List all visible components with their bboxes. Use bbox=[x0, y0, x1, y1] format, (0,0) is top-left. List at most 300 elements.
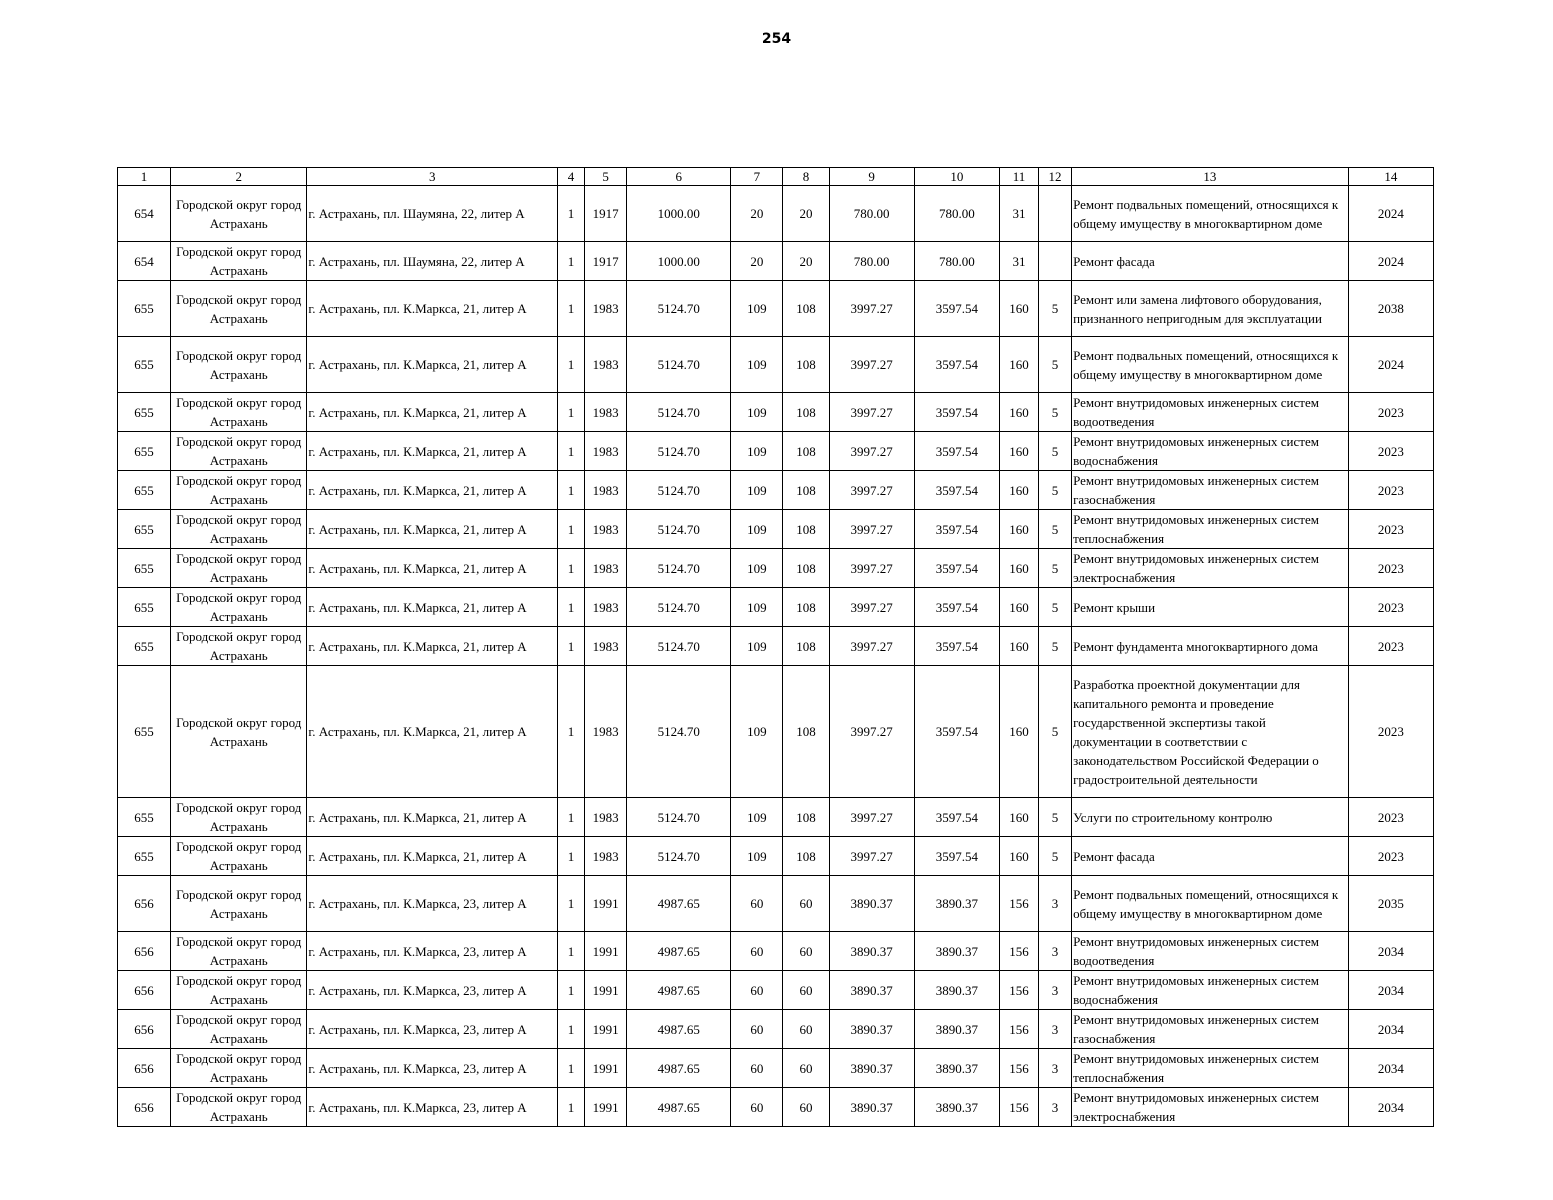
total-area: 5124.70 bbox=[627, 837, 731, 876]
work-type: Ремонт внутридомовых инженерных систем водоснабжения bbox=[1072, 971, 1349, 1010]
address: г. Астрахань, пл. К.Маркса, 21, литер А bbox=[307, 549, 558, 588]
total-area: 4987.65 bbox=[627, 876, 731, 932]
col-8-value: 108 bbox=[783, 666, 829, 798]
municipality: Городской округ город Астрахань bbox=[171, 432, 307, 471]
col-9-area: 3890.37 bbox=[829, 1088, 914, 1127]
year-built: 1991 bbox=[585, 932, 627, 971]
col-9-area: 3997.27 bbox=[829, 627, 914, 666]
municipality: Городской округ город Астрахань bbox=[171, 627, 307, 666]
total-area: 5124.70 bbox=[627, 281, 731, 337]
col-11-value: 160 bbox=[999, 666, 1038, 798]
col-12-value: 5 bbox=[1039, 837, 1072, 876]
col-8-value: 108 bbox=[783, 471, 829, 510]
address: г. Астрахань, пл. К.Маркса, 23, литер А bbox=[307, 1049, 558, 1088]
col-7-value: 109 bbox=[731, 837, 783, 876]
col-11-value: 160 bbox=[999, 393, 1038, 432]
col-12-value: 5 bbox=[1039, 588, 1072, 627]
col-10-area: 3890.37 bbox=[914, 1010, 999, 1049]
year-built: 1983 bbox=[585, 471, 627, 510]
address: г. Астрахань, пл. К.Маркса, 23, литер А bbox=[307, 876, 558, 932]
row-number: 656 bbox=[118, 1049, 171, 1088]
work-type: Ремонт внутридомовых инженерных систем теплоснабжения bbox=[1072, 510, 1349, 549]
table-row bbox=[118, 510, 1434, 549]
col-12-value: 5 bbox=[1039, 432, 1072, 471]
row-number: 656 bbox=[118, 1088, 171, 1127]
municipality: Городской округ город Астрахань bbox=[171, 588, 307, 627]
col-8-value: 20 bbox=[783, 186, 829, 242]
repair-schedule-table bbox=[117, 167, 1434, 1127]
address: г. Астрахань, пл. К.Маркса, 23, литер А bbox=[307, 1010, 558, 1049]
table-row bbox=[118, 337, 1434, 393]
work-type: Разработка проектной документации для капитального ремонта и проведение государственной экспертизы такой документации в соответствии с законодательством Российской Федерации о градостроительной деятельности bbox=[1072, 666, 1349, 798]
total-area: 5124.70 bbox=[627, 337, 731, 393]
table-row bbox=[118, 588, 1434, 627]
year-built: 1983 bbox=[585, 393, 627, 432]
col-10-area: 3597.54 bbox=[914, 666, 999, 798]
year-built: 1917 bbox=[585, 242, 627, 281]
col-7-value: 109 bbox=[731, 798, 783, 837]
total-area: 5124.70 bbox=[627, 588, 731, 627]
col-8-value: 20 bbox=[783, 242, 829, 281]
col-12-value: 5 bbox=[1039, 627, 1072, 666]
col-8-value: 60 bbox=[783, 1088, 829, 1127]
col-8-value: 60 bbox=[783, 1049, 829, 1088]
col-7-value: 60 bbox=[731, 876, 783, 932]
municipality: Городской округ город Астрахань bbox=[171, 510, 307, 549]
municipality: Городской округ город Астрахань bbox=[171, 1049, 307, 1088]
col-9-area: 3997.27 bbox=[829, 432, 914, 471]
col-11-value: 160 bbox=[999, 471, 1038, 510]
municipality: Городской округ город Астрахань bbox=[171, 1088, 307, 1127]
year-built: 1983 bbox=[585, 798, 627, 837]
work-type: Ремонт внутридомовых инженерных систем газоснабжения bbox=[1072, 471, 1349, 510]
work-type: Ремонт подвальных помещений, относящихся к общему имуществу в многоквартирном доме bbox=[1072, 337, 1349, 393]
col-9-area: 3997.27 bbox=[829, 837, 914, 876]
work-type: Ремонт внутридомовых инженерных систем водоснабжения bbox=[1072, 432, 1349, 471]
work-type: Ремонт или замена лифтового оборудования, признанного непригодным для эксплуатации bbox=[1072, 281, 1349, 337]
planned-year: 2024 bbox=[1348, 242, 1433, 281]
col-12-value: 3 bbox=[1039, 876, 1072, 932]
work-type: Услуги по строительному контролю bbox=[1072, 798, 1349, 837]
year-built: 1983 bbox=[585, 627, 627, 666]
col-7-value: 60 bbox=[731, 1010, 783, 1049]
address: г. Астрахань, пл. К.Маркса, 21, литер А bbox=[307, 393, 558, 432]
planned-year: 2023 bbox=[1348, 393, 1433, 432]
total-area: 5124.70 bbox=[627, 432, 731, 471]
municipality: Городской округ город Астрахань bbox=[171, 837, 307, 876]
col-9-area: 780.00 bbox=[829, 186, 914, 242]
planned-year: 2034 bbox=[1348, 1088, 1433, 1127]
column-number-header-row bbox=[118, 168, 1434, 186]
col-10-area: 3597.54 bbox=[914, 281, 999, 337]
col-8-value: 108 bbox=[783, 432, 829, 471]
address: г. Астрахань, пл. К.Маркса, 23, литер А bbox=[307, 932, 558, 971]
planned-year: 2023 bbox=[1348, 432, 1433, 471]
col-12-value: 5 bbox=[1039, 666, 1072, 798]
table-row bbox=[118, 1049, 1434, 1088]
col-9-area: 3997.27 bbox=[829, 281, 914, 337]
column-number-4: 4 bbox=[557, 168, 584, 186]
total-area: 5124.70 bbox=[627, 627, 731, 666]
year-built: 1991 bbox=[585, 971, 627, 1010]
col-7-value: 20 bbox=[731, 242, 783, 281]
column-number-2: 2 bbox=[171, 168, 307, 186]
col-10-area: 780.00 bbox=[914, 242, 999, 281]
column-number-1: 1 bbox=[118, 168, 171, 186]
work-type: Ремонт внутридомовых инженерных систем теплоснабжения bbox=[1072, 1049, 1349, 1088]
column-number-12: 12 bbox=[1039, 168, 1072, 186]
col-11-value: 160 bbox=[999, 432, 1038, 471]
address: г. Астрахань, пл. К.Маркса, 21, литер А bbox=[307, 510, 558, 549]
col-10-area: 3597.54 bbox=[914, 432, 999, 471]
col-7-value: 20 bbox=[731, 186, 783, 242]
address: г. Астрахань, пл. К.Маркса, 21, литер А bbox=[307, 471, 558, 510]
row-number: 655 bbox=[118, 432, 171, 471]
col-8-value: 108 bbox=[783, 588, 829, 627]
row-number: 655 bbox=[118, 281, 171, 337]
col-9-area: 3890.37 bbox=[829, 1010, 914, 1049]
table-row bbox=[118, 971, 1434, 1010]
planned-year: 2034 bbox=[1348, 971, 1433, 1010]
col-7-value: 109 bbox=[731, 337, 783, 393]
planned-year: 2034 bbox=[1348, 932, 1433, 971]
col-11-value: 160 bbox=[999, 837, 1038, 876]
col-11-value: 160 bbox=[999, 281, 1038, 337]
col-4-value: 1 bbox=[557, 242, 584, 281]
work-type: Ремонт внутридомовых инженерных систем водоотведения bbox=[1072, 932, 1349, 971]
col-9-area: 3997.27 bbox=[829, 471, 914, 510]
year-built: 1983 bbox=[585, 281, 627, 337]
table-row bbox=[118, 876, 1434, 932]
row-number: 655 bbox=[118, 510, 171, 549]
row-number: 656 bbox=[118, 971, 171, 1010]
col-4-value: 1 bbox=[557, 281, 584, 337]
address: г. Астрахань, пл. К.Маркса, 23, литер А bbox=[307, 1088, 558, 1127]
work-type: Ремонт внутридомовых инженерных систем водоотведения bbox=[1072, 393, 1349, 432]
col-9-area: 3890.37 bbox=[829, 971, 914, 1010]
planned-year: 2023 bbox=[1348, 510, 1433, 549]
col-7-value: 109 bbox=[731, 666, 783, 798]
col-4-value: 1 bbox=[557, 971, 584, 1010]
column-number-13: 13 bbox=[1072, 168, 1349, 186]
year-built: 1983 bbox=[585, 666, 627, 798]
table-row bbox=[118, 432, 1434, 471]
year-built: 1983 bbox=[585, 510, 627, 549]
col-10-area: 3597.54 bbox=[914, 837, 999, 876]
table-row bbox=[118, 281, 1434, 337]
col-12-value: 5 bbox=[1039, 510, 1072, 549]
col-4-value: 1 bbox=[557, 471, 584, 510]
total-area: 5124.70 bbox=[627, 549, 731, 588]
col-10-area: 780.00 bbox=[914, 186, 999, 242]
col-8-value: 60 bbox=[783, 971, 829, 1010]
total-area: 4987.65 bbox=[627, 932, 731, 971]
total-area: 4987.65 bbox=[627, 1049, 731, 1088]
col-8-value: 108 bbox=[783, 798, 829, 837]
table-row bbox=[118, 393, 1434, 432]
col-4-value: 1 bbox=[557, 1049, 584, 1088]
planned-year: 2023 bbox=[1348, 549, 1433, 588]
row-number: 656 bbox=[118, 876, 171, 932]
col-4-value: 1 bbox=[557, 432, 584, 471]
col-12-value bbox=[1039, 186, 1072, 242]
col-9-area: 3890.37 bbox=[829, 876, 914, 932]
col-4-value: 1 bbox=[557, 186, 584, 242]
address: г. Астрахань, пл. Шаумяна, 22, литер А bbox=[307, 186, 558, 242]
col-11-value: 160 bbox=[999, 337, 1038, 393]
work-type: Ремонт внутридомовых инженерных систем электроснабжения bbox=[1072, 549, 1349, 588]
column-number-7: 7 bbox=[731, 168, 783, 186]
col-12-value: 3 bbox=[1039, 1049, 1072, 1088]
total-area: 4987.65 bbox=[627, 971, 731, 1010]
col-11-value: 156 bbox=[999, 1010, 1038, 1049]
col-9-area: 3997.27 bbox=[829, 798, 914, 837]
total-area: 5124.70 bbox=[627, 393, 731, 432]
col-12-value bbox=[1039, 242, 1072, 281]
row-number: 655 bbox=[118, 837, 171, 876]
col-10-area: 3890.37 bbox=[914, 876, 999, 932]
row-number: 656 bbox=[118, 1010, 171, 1049]
col-7-value: 109 bbox=[731, 393, 783, 432]
col-8-value: 108 bbox=[783, 627, 829, 666]
total-area: 5124.70 bbox=[627, 666, 731, 798]
col-9-area: 3997.27 bbox=[829, 337, 914, 393]
address: г. Астрахань, пл. К.Маркса, 21, литер А bbox=[307, 588, 558, 627]
planned-year: 2035 bbox=[1348, 876, 1433, 932]
row-number: 655 bbox=[118, 798, 171, 837]
col-12-value: 3 bbox=[1039, 971, 1072, 1010]
total-area: 4987.65 bbox=[627, 1088, 731, 1127]
col-10-area: 3597.54 bbox=[914, 471, 999, 510]
year-built: 1991 bbox=[585, 876, 627, 932]
municipality: Городской округ город Астрахань bbox=[171, 666, 307, 798]
total-area: 1000.00 bbox=[627, 186, 731, 242]
col-11-value: 156 bbox=[999, 876, 1038, 932]
year-built: 1991 bbox=[585, 1010, 627, 1049]
year-built: 1983 bbox=[585, 337, 627, 393]
planned-year: 2023 bbox=[1348, 627, 1433, 666]
total-area: 5124.70 bbox=[627, 471, 731, 510]
col-4-value: 1 bbox=[557, 393, 584, 432]
year-built: 1983 bbox=[585, 588, 627, 627]
col-11-value: 160 bbox=[999, 549, 1038, 588]
address: г. Астрахань, пл. К.Маркса, 21, литер А bbox=[307, 627, 558, 666]
row-number: 655 bbox=[118, 337, 171, 393]
total-area: 4987.65 bbox=[627, 1010, 731, 1049]
col-7-value: 109 bbox=[731, 281, 783, 337]
col-4-value: 1 bbox=[557, 627, 584, 666]
table-row bbox=[118, 549, 1434, 588]
table-row bbox=[118, 627, 1434, 666]
col-11-value: 160 bbox=[999, 510, 1038, 549]
col-4-value: 1 bbox=[557, 798, 584, 837]
total-area: 1000.00 bbox=[627, 242, 731, 281]
row-number: 655 bbox=[118, 627, 171, 666]
year-built: 1983 bbox=[585, 549, 627, 588]
municipality: Городской округ город Астрахань bbox=[171, 471, 307, 510]
table-row bbox=[118, 186, 1434, 242]
col-7-value: 109 bbox=[731, 432, 783, 471]
work-type: Ремонт внутридомовых инженерных систем газоснабжения bbox=[1072, 1010, 1349, 1049]
col-9-area: 3997.27 bbox=[829, 549, 914, 588]
col-7-value: 109 bbox=[731, 549, 783, 588]
column-number-3: 3 bbox=[307, 168, 558, 186]
col-10-area: 3890.37 bbox=[914, 932, 999, 971]
work-type: Ремонт подвальных помещений, относящихся к общему имуществу в многоквартирном доме bbox=[1072, 186, 1349, 242]
col-9-area: 3997.27 bbox=[829, 393, 914, 432]
col-10-area: 3597.54 bbox=[914, 337, 999, 393]
table-row bbox=[118, 932, 1434, 971]
col-12-value: 5 bbox=[1039, 549, 1072, 588]
total-area: 5124.70 bbox=[627, 510, 731, 549]
col-12-value: 5 bbox=[1039, 393, 1072, 432]
col-12-value: 5 bbox=[1039, 337, 1072, 393]
col-8-value: 108 bbox=[783, 393, 829, 432]
col-11-value: 160 bbox=[999, 588, 1038, 627]
column-number-14: 14 bbox=[1348, 168, 1433, 186]
col-7-value: 60 bbox=[731, 932, 783, 971]
col-10-area: 3890.37 bbox=[914, 1049, 999, 1088]
col-10-area: 3597.54 bbox=[914, 549, 999, 588]
row-number: 655 bbox=[118, 588, 171, 627]
col-12-value: 5 bbox=[1039, 471, 1072, 510]
row-number: 656 bbox=[118, 932, 171, 971]
table-row bbox=[118, 666, 1434, 798]
col-4-value: 1 bbox=[557, 666, 584, 798]
row-number: 655 bbox=[118, 393, 171, 432]
municipality: Городской округ город Астрахань bbox=[171, 798, 307, 837]
municipality: Городской округ город Астрахань bbox=[171, 281, 307, 337]
col-11-value: 156 bbox=[999, 971, 1038, 1010]
planned-year: 2023 bbox=[1348, 471, 1433, 510]
col-10-area: 3597.54 bbox=[914, 588, 999, 627]
row-number: 655 bbox=[118, 666, 171, 798]
col-12-value: 5 bbox=[1039, 798, 1072, 837]
municipality: Городской округ город Астрахань bbox=[171, 337, 307, 393]
col-4-value: 1 bbox=[557, 1010, 584, 1049]
col-12-value: 5 bbox=[1039, 281, 1072, 337]
col-8-value: 108 bbox=[783, 337, 829, 393]
column-number-9: 9 bbox=[829, 168, 914, 186]
municipality: Городской округ город Астрахань bbox=[171, 393, 307, 432]
col-4-value: 1 bbox=[557, 837, 584, 876]
table-body bbox=[118, 168, 1434, 1127]
work-type: Ремонт внутридомовых инженерных систем электроснабжения bbox=[1072, 1088, 1349, 1127]
address: г. Астрахань, пл. К.Маркса, 21, литер А bbox=[307, 666, 558, 798]
col-10-area: 3890.37 bbox=[914, 971, 999, 1010]
col-11-value: 156 bbox=[999, 1088, 1038, 1127]
municipality: Городской округ город Астрахань bbox=[171, 1010, 307, 1049]
municipality: Городской округ город Астрахань bbox=[171, 876, 307, 932]
col-11-value: 31 bbox=[999, 186, 1038, 242]
address: г. Астрахань, пл. К.Маркса, 23, литер А bbox=[307, 971, 558, 1010]
column-number-5: 5 bbox=[585, 168, 627, 186]
planned-year: 2024 bbox=[1348, 337, 1433, 393]
address: г. Астрахань, пл. К.Маркса, 21, литер А bbox=[307, 281, 558, 337]
work-type: Ремонт крыши bbox=[1072, 588, 1349, 627]
col-7-value: 109 bbox=[731, 588, 783, 627]
col-9-area: 3890.37 bbox=[829, 1049, 914, 1088]
table-row bbox=[118, 471, 1434, 510]
year-built: 1991 bbox=[585, 1049, 627, 1088]
year-built: 1991 bbox=[585, 1088, 627, 1127]
col-4-value: 1 bbox=[557, 588, 584, 627]
col-9-area: 780.00 bbox=[829, 242, 914, 281]
planned-year: 2034 bbox=[1348, 1049, 1433, 1088]
municipality: Городской округ город Астрахань bbox=[171, 549, 307, 588]
planned-year: 2023 bbox=[1348, 666, 1433, 798]
total-area: 5124.70 bbox=[627, 798, 731, 837]
municipality: Городской округ город Астрахань bbox=[171, 186, 307, 242]
col-11-value: 156 bbox=[999, 1049, 1038, 1088]
col-10-area: 3597.54 bbox=[914, 510, 999, 549]
table-row bbox=[118, 242, 1434, 281]
row-number: 655 bbox=[118, 549, 171, 588]
col-4-value: 1 bbox=[557, 549, 584, 588]
col-8-value: 60 bbox=[783, 932, 829, 971]
col-7-value: 109 bbox=[731, 510, 783, 549]
col-8-value: 108 bbox=[783, 549, 829, 588]
address: г. Астрахань, пл. К.Маркса, 21, литер А bbox=[307, 337, 558, 393]
col-9-area: 3890.37 bbox=[829, 932, 914, 971]
col-9-area: 3997.27 bbox=[829, 510, 914, 549]
planned-year: 2023 bbox=[1348, 837, 1433, 876]
planned-year: 2023 bbox=[1348, 588, 1433, 627]
col-8-value: 60 bbox=[783, 876, 829, 932]
col-4-value: 1 bbox=[557, 876, 584, 932]
col-11-value: 31 bbox=[999, 242, 1038, 281]
col-10-area: 3890.37 bbox=[914, 1088, 999, 1127]
municipality: Городской округ город Астрахань bbox=[171, 932, 307, 971]
table-row bbox=[118, 798, 1434, 837]
year-built: 1983 bbox=[585, 837, 627, 876]
col-12-value: 3 bbox=[1039, 932, 1072, 971]
col-10-area: 3597.54 bbox=[914, 798, 999, 837]
col-9-area: 3997.27 bbox=[829, 666, 914, 798]
planned-year: 2034 bbox=[1348, 1010, 1433, 1049]
col-12-value: 3 bbox=[1039, 1010, 1072, 1049]
table-row bbox=[118, 1088, 1434, 1127]
col-11-value: 160 bbox=[999, 627, 1038, 666]
work-type: Ремонт фасада bbox=[1072, 837, 1349, 876]
col-4-value: 1 bbox=[557, 932, 584, 971]
col-11-value: 160 bbox=[999, 798, 1038, 837]
municipality: Городской округ город Астрахань bbox=[171, 242, 307, 281]
column-number-10: 10 bbox=[914, 168, 999, 186]
work-type: Ремонт фундамента многоквартирного дома bbox=[1072, 627, 1349, 666]
address: г. Астрахань, пл. К.Маркса, 21, литер А bbox=[307, 432, 558, 471]
col-7-value: 60 bbox=[731, 1049, 783, 1088]
row-number: 654 bbox=[118, 242, 171, 281]
col-7-value: 109 bbox=[731, 627, 783, 666]
municipality: Городской округ город Астрахань bbox=[171, 971, 307, 1010]
planned-year: 2038 bbox=[1348, 281, 1433, 337]
planned-year: 2024 bbox=[1348, 186, 1433, 242]
col-7-value: 109 bbox=[731, 471, 783, 510]
table-row bbox=[118, 837, 1434, 876]
col-9-area: 3997.27 bbox=[829, 588, 914, 627]
row-number: 654 bbox=[118, 186, 171, 242]
address: г. Астрахань, пл. К.Маркса, 21, литер А bbox=[307, 798, 558, 837]
address: г. Астрахань, пл. К.Маркса, 21, литер А bbox=[307, 837, 558, 876]
page-number: 254 bbox=[761, 31, 792, 47]
work-type: Ремонт фасада bbox=[1072, 242, 1349, 281]
year-built: 1983 bbox=[585, 432, 627, 471]
col-8-value: 60 bbox=[783, 1010, 829, 1049]
planned-year: 2023 bbox=[1348, 798, 1433, 837]
col-4-value: 1 bbox=[557, 337, 584, 393]
col-8-value: 108 bbox=[783, 510, 829, 549]
